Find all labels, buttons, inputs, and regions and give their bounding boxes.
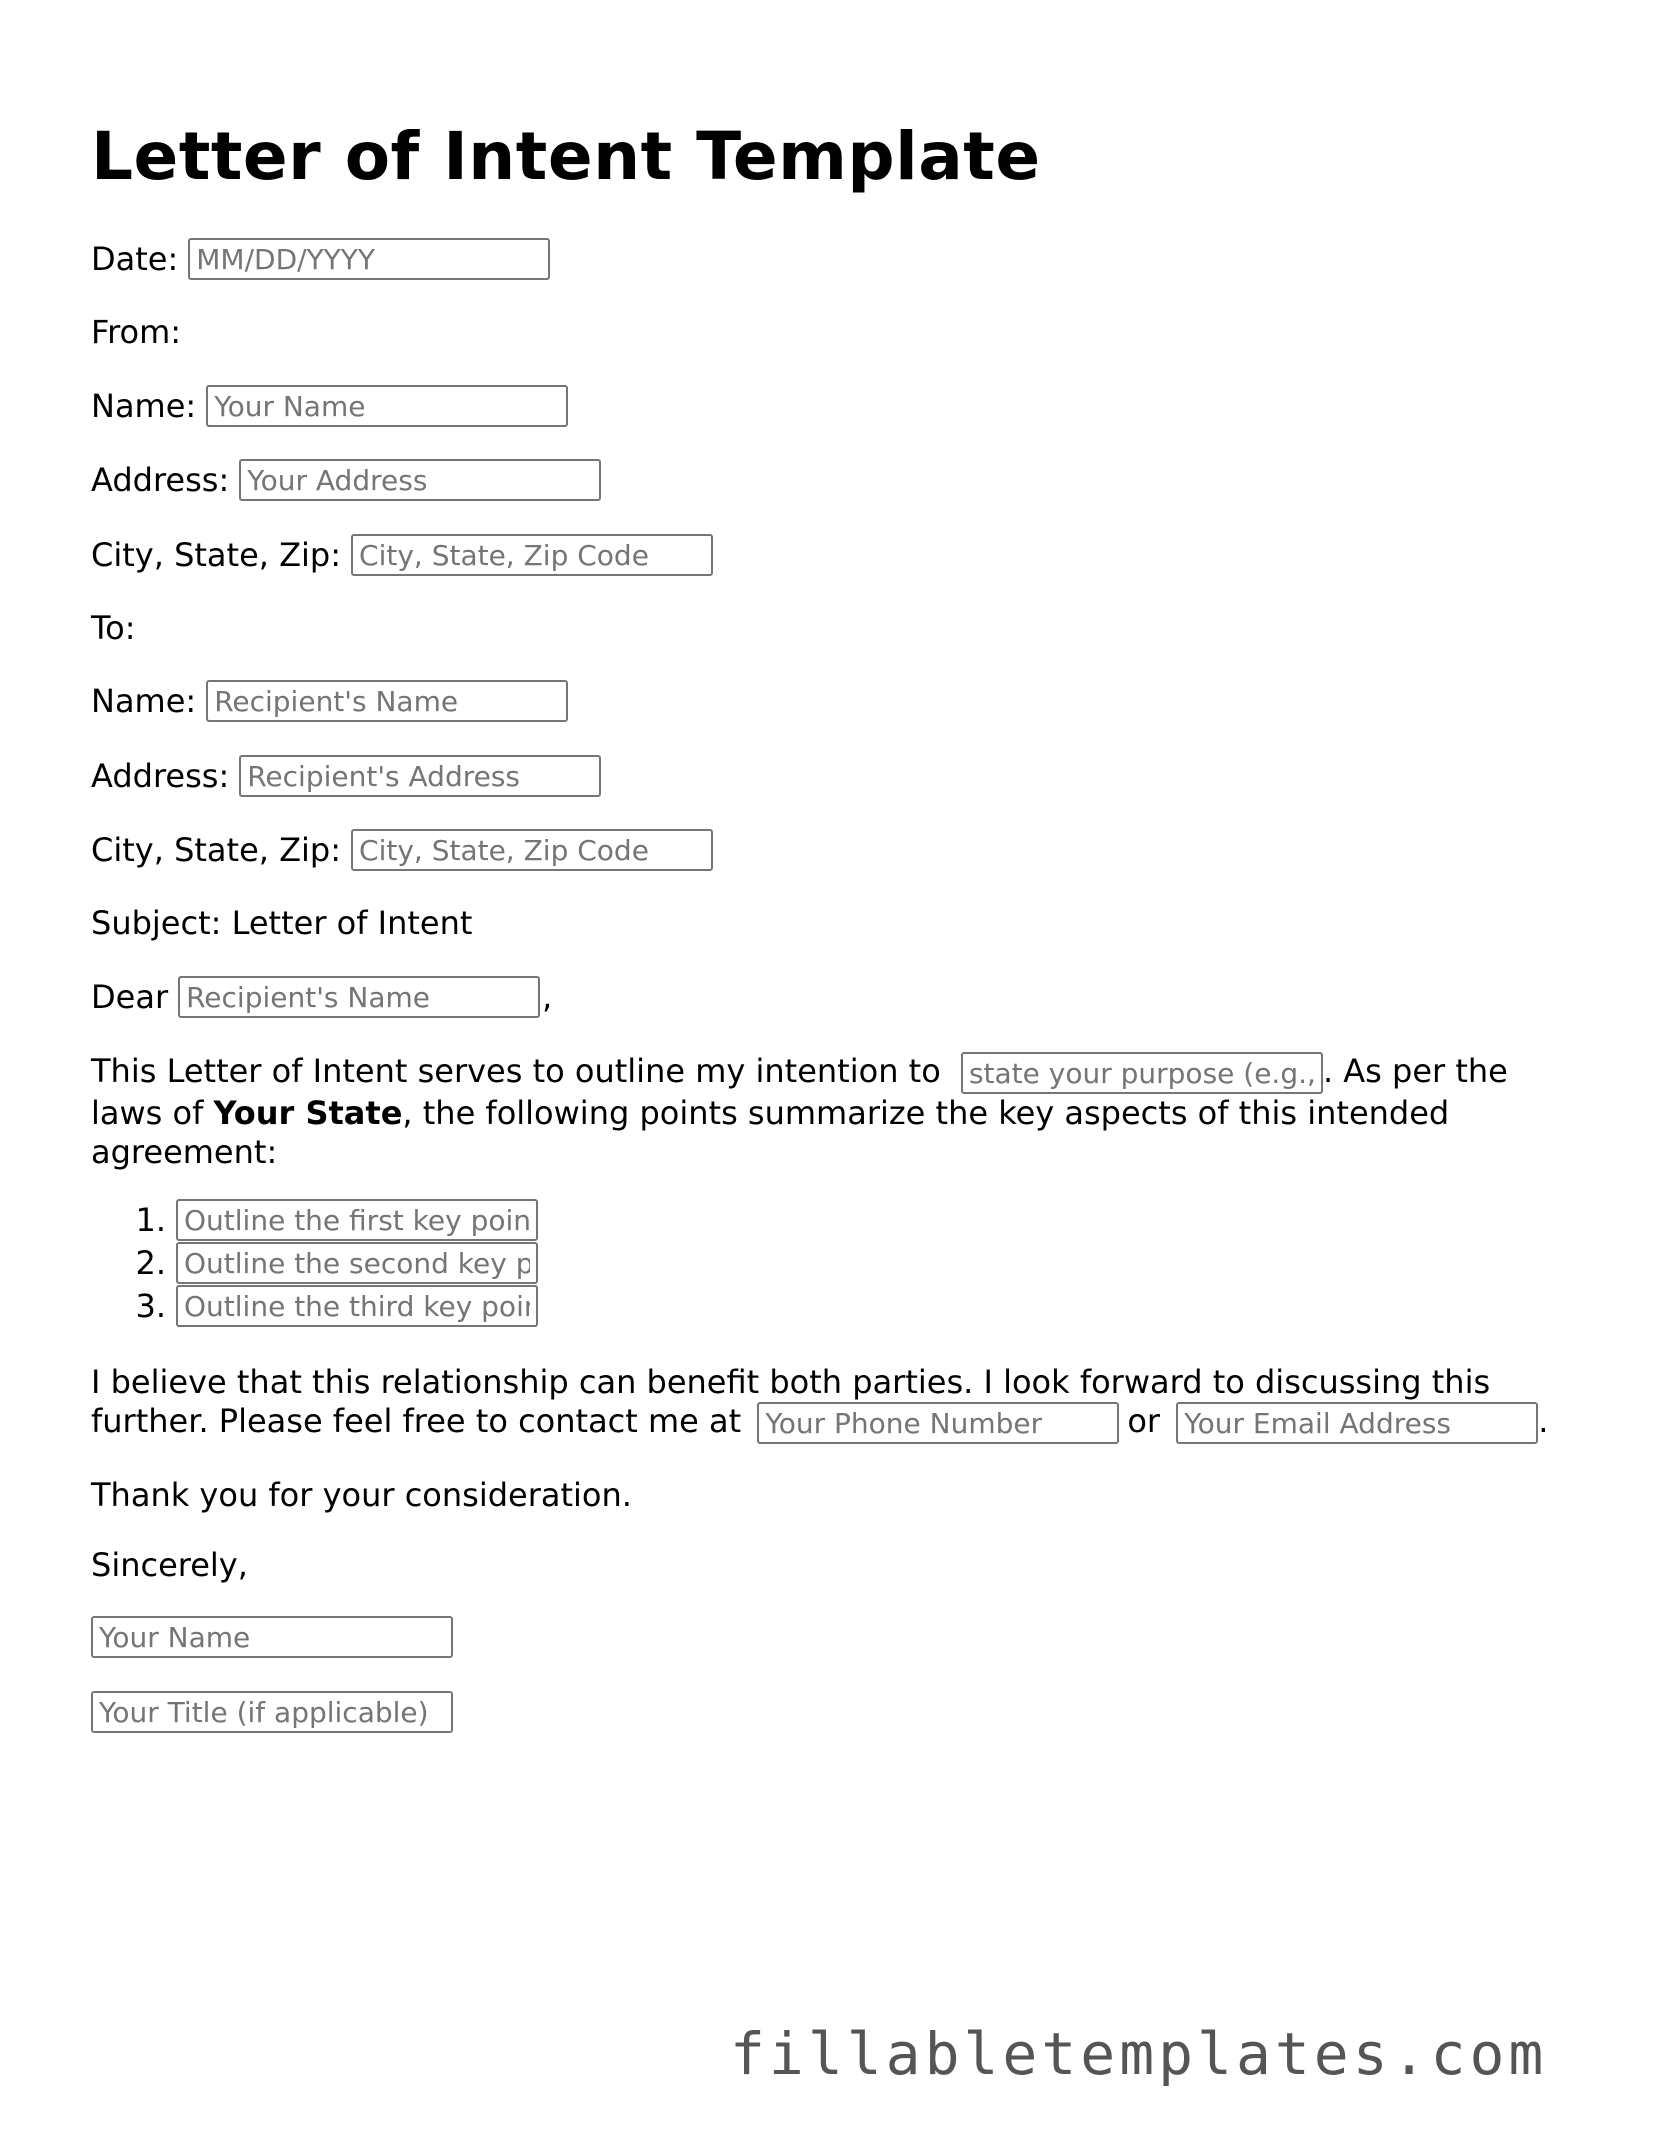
from-name-input[interactable]	[206, 385, 568, 427]
from-city-label: City, State, Zip:	[91, 536, 342, 574]
from-name-label: Name:	[91, 387, 197, 425]
key-point-1-input[interactable]	[176, 1199, 538, 1241]
to-address-row	[91, 755, 601, 797]
from-address-label: Address:	[91, 461, 230, 499]
from-heading: From:	[91, 313, 182, 351]
page-title: Letter of Intent Template	[91, 118, 1041, 195]
intro-text-start: This Letter of Intent serves to outline my intention to	[91, 1052, 941, 1090]
phone-input[interactable]	[757, 1402, 1119, 1444]
list-number: 2.	[135, 1244, 166, 1282]
key-point-3-input[interactable]	[176, 1285, 538, 1327]
to-address-label: Address:	[91, 757, 230, 795]
signature-title-input[interactable]	[91, 1691, 453, 1733]
to-name-input[interactable]	[206, 680, 568, 722]
thanks-text: Thank you for your consideration.	[91, 1476, 632, 1514]
to-address-input[interactable]	[239, 755, 601, 797]
intro-paragraph	[91, 1052, 1571, 1172]
state-name: Your State	[213, 1094, 403, 1132]
list-number: 1.	[135, 1201, 166, 1239]
from-address-input[interactable]	[239, 459, 601, 501]
closing-text: I believe that this relationship can benefit both parties. I look forward to discussing this further. Please feel free to contact me at	[91, 1363, 1491, 1440]
signoff-row	[91, 1544, 248, 1586]
to-heading-row	[91, 607, 135, 649]
from-city-row	[91, 534, 713, 576]
email-input[interactable]	[1176, 1402, 1538, 1444]
from-name-row	[91, 385, 568, 427]
signoff-text: Sincerely,	[91, 1546, 248, 1584]
to-city-label: City, State, Zip:	[91, 831, 342, 869]
intro-text-end: , the following points summarize the key aspects of this intended agreement:	[91, 1094, 1450, 1171]
key-points-list	[91, 1199, 538, 1328]
date-input[interactable]	[188, 238, 550, 280]
key-point-2-input[interactable]	[176, 1242, 538, 1284]
greeting-comma: ,	[542, 978, 553, 1016]
to-name-row	[91, 680, 568, 722]
subject-line: Subject: Letter of Intent	[91, 904, 473, 942]
date-row	[91, 238, 550, 280]
greeting-recipient-input[interactable]	[178, 976, 540, 1018]
closing-or: or	[1127, 1402, 1161, 1440]
to-heading: To:	[91, 609, 136, 647]
from-city-input[interactable]	[351, 534, 713, 576]
from-address-row	[91, 459, 601, 501]
to-name-label: Name:	[91, 682, 197, 720]
thanks-row	[91, 1474, 632, 1516]
greeting-prefix: Dear	[91, 978, 169, 1016]
closing-paragraph	[91, 1363, 1571, 1444]
list-item	[91, 1285, 538, 1327]
to-city-input[interactable]	[351, 829, 713, 871]
date-label: Date:	[91, 240, 179, 278]
subject-row	[91, 902, 472, 944]
intro-text-middle: . As per the laws of	[91, 1052, 1508, 1132]
purpose-input[interactable]	[961, 1052, 1323, 1094]
greeting-row	[91, 976, 552, 1018]
closing-period: .	[1538, 1402, 1549, 1440]
list-item	[91, 1242, 538, 1284]
watermark-logo: fillabletemplates.com	[730, 2020, 1548, 2088]
to-city-row	[91, 829, 713, 871]
from-heading-row	[91, 311, 181, 353]
signature-name-input[interactable]	[91, 1616, 453, 1658]
list-number: 3.	[135, 1287, 166, 1325]
list-item	[91, 1199, 538, 1241]
